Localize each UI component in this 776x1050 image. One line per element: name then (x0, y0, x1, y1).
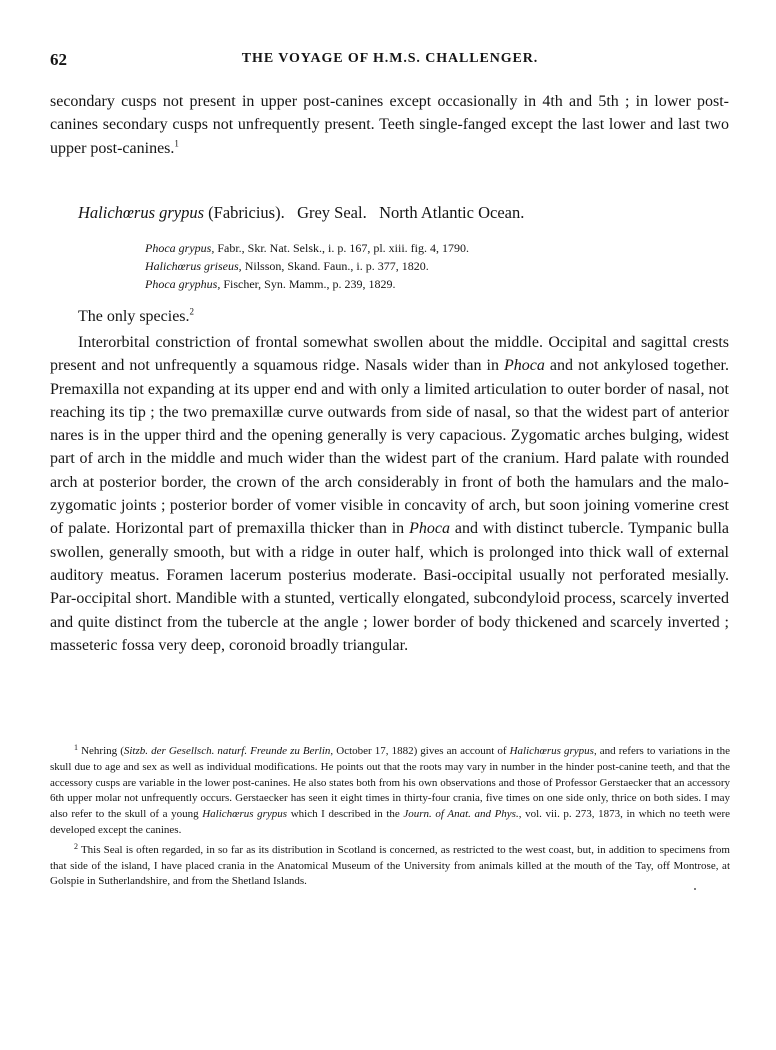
footnote-1 (50, 740, 730, 839)
footnote-ref-2[interactable]: 2 (189, 306, 195, 317)
page-header (50, 50, 730, 70)
species-range: North Atlantic Ocean. (379, 203, 525, 222)
synonym-citation: Nilsson, Skand. Faun., i. p. 377, 1820. (244, 259, 429, 273)
footnote-1-paren: ( (120, 745, 124, 757)
footnote-1-species-a: Halichœrus grypus (509, 745, 594, 757)
print-speck (694, 888, 696, 890)
page-number: 62 (50, 50, 67, 69)
only-species-text: The only species. (78, 308, 190, 325)
only-species-line (78, 308, 194, 326)
footnote-1-text-a: , October 17, 1882) gives an account of (330, 745, 507, 757)
synonym-citation: Fabr., Skr. Nat. Selsk., i. p. 167, pl. xiii. fig. 4, 1790. (217, 241, 469, 255)
synonym-entry (145, 276, 396, 293)
description-part-1: Interorbital constriction of frontal somewhat swollen about the middle. Occipital and sagittal crests present and not unfrequently a squamous ridge. Nasals wider than in (50, 334, 729, 375)
description-part-2: and not ankylosed together. Premaxilla not expanding at its upper end and with only a limited articulation to outer border of nasal, not reaching its tip ; the two premaxillæ curve outwards from side of nasal, so that the widest part of anterior nares is in the upper third and the opening generally is very capacious. Zygomatic arches bulging, widest part of arch in the middle and much wider than the widest part of the cranium. Hard palate with rounded arch at posterior border, the crown of the arch considerably in front of both the hamulars and the malo-zygomatic joints ; posterior border of vomer visible in concavity of arch, but soon joining vomerine crest of palate. Horizontal part of premaxilla thicker than in (50, 357, 730, 538)
footnote-1-text-d: , vol. vii. p. 273, 1873, in which no teeth were developed except the canines. (50, 808, 731, 836)
footnote-ref-1[interactable]: 1 (174, 138, 179, 149)
synonym-name: Phoca gryphus, (145, 277, 221, 291)
synonym-entry (145, 240, 469, 257)
footnote-1-author: Nehring (81, 745, 118, 757)
common-name: Grey Seal. (297, 203, 367, 222)
footnotes (50, 740, 730, 890)
species-name: Halichœrus grypus (78, 203, 205, 222)
footnote-1-text-c: which I described in the (290, 808, 400, 821)
synonym-entry (145, 258, 429, 275)
footnote-2 (50, 839, 730, 890)
synonym-name: Halichœrus griseus, (145, 259, 242, 273)
synonym-citation: Fischer, Syn. Mamm., p. 239, 1829. (223, 277, 396, 291)
skull-description (50, 331, 729, 657)
intro-paragraph (50, 90, 729, 160)
genus-phoca: Phoca (409, 520, 450, 538)
footnote-2-text: This Seal is often regarded, in so far as its distribution in Scotland is concerned, as restricted to the west coast, but, in addition to specimens from that side of the island, I have placed crania in the Anatomical Museum of the University from animals killed at the mouth of the Tay, off Montrose, at Golspie in Sutherlandshire, and from the Shetland Islands. (50, 843, 730, 888)
synonym-name: Phoca grypus, (145, 241, 215, 255)
footnote-1-source: Sitzb. der Gesellsch. naturf. Freunde zu Berlin (123, 745, 331, 757)
genus-phoca: Phoca (504, 357, 545, 375)
species-heading (78, 203, 524, 223)
intro-text: secondary cusps not present in upper post-canines except occasionally in 4th and 5th ; in lower post-canines secondary cusps not unfrequently present. Teeth single-fanged except the last lower and last two upper post-canines. (50, 93, 729, 157)
footnote-1-mark: 1 (74, 743, 78, 752)
footnote-2-mark: 2 (74, 841, 78, 851)
footnote-1-text-b: , and refers to variations in the skull due to age and sex as well as individual modifications. He points out that the roots may vary in number in the hinder post-canine teeth, and that the accessory cusps are variable in the lower post-canines. He also states both from his own observations and those of Professor Gerstaecker that an accessory 6th upper molar not unfrequently occurs. Gerstaecker has seen it eight times in thirty-four crania, five times on one side only, thrice on both sides. I may also refer to the skull of a young (50, 745, 730, 821)
species-authority: (Fabricius). (208, 203, 285, 222)
footnote-1-journal: Journ. of Anat. and Phys. (403, 808, 519, 821)
running-title: THE VOYAGE OF H.M.S. CHALLENGER. (241, 51, 539, 66)
footnote-1-species-b: Halichœrus grypus (202, 808, 288, 821)
description-part-3: and with distinct tubercle. Tympanic bulla swollen, generally smooth, but with a ridge in outer half, which is prolonged into thick wall of external auditory meatus. Foramen lacerum posterius moderate. Basi-occipital usually not perforated mesially. Par-occipital short. Mandible with a stunted, vertically elongated, subcondyloid process, scarcely inverted and quite distinct from the tubercle at the angle ; lower border of body thickened and scarcely inverted ; masseteric fossa very deep, coronoid broadly triangular. (50, 520, 730, 654)
